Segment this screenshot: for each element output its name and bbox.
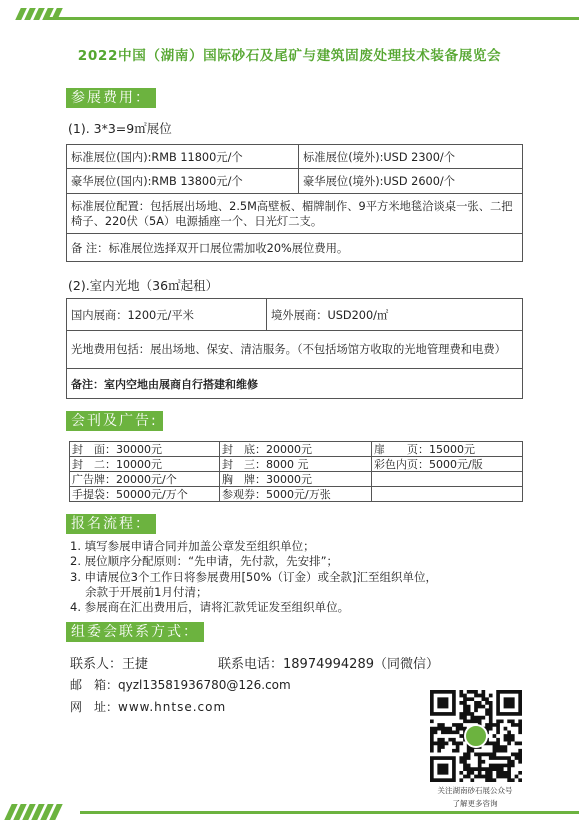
ad-cell: 扉 页：15000元: [372, 442, 523, 457]
ads-heading: 会刊及广告:: [66, 411, 163, 431]
contact-person: 联系人：王捷: [70, 657, 149, 672]
std-domestic: 标准展位(国内):RMB 11800元/个: [67, 145, 299, 169]
table-row: [70, 457, 523, 472]
std-note: 备 注：标准展位选择双开口展位需加收20%展位费用。: [67, 234, 523, 262]
indoor-includes: 光地费用包括：展出场地、保安、清洁服务。（不包括场馆方收取的光地管理费和电费）: [67, 331, 523, 369]
contact-phone: 联系电话：18974994289（同微信）: [218, 657, 439, 672]
ad-cell: [372, 487, 523, 502]
ad-cell: 封 底：20000元: [220, 442, 372, 457]
email-link[interactable]: qyzl13581936780@126.com: [118, 678, 291, 692]
top-stripe-decoration: [0, 0, 579, 28]
indoor-domestic: 国内展商：1200元/平米: [67, 299, 267, 331]
list-item: 余款于开展前1月付清；: [70, 584, 208, 599]
web-label: 网 址：: [70, 700, 119, 714]
table-row: [70, 472, 523, 487]
qr-caption-2: 了解更多咨询: [452, 799, 498, 808]
lux-domestic: 豪华展位(国内):RMB 13800元/个: [67, 169, 299, 194]
qr-caption-1: 关注湖南砂石展公众号: [437, 786, 513, 795]
ad-cell: 封 二：10000元: [70, 457, 220, 472]
process-steps: [70, 539, 437, 615]
email-label: 邮 箱：: [70, 678, 119, 692]
indoor-fee-table: [66, 298, 523, 399]
web-link[interactable]: www.hntse.com: [118, 700, 227, 714]
indoor-overseas: 境外展商：USD200/㎡: [267, 299, 523, 331]
section1-title: (1). 3*3=9㎡展位: [68, 121, 172, 136]
process-heading: 报名流程：: [66, 514, 156, 534]
ad-cell: 封 三：8000 元: [220, 457, 372, 472]
lux-overseas: 豪华展位(境外):USD 2600/个: [299, 169, 523, 194]
booth-fee-table: [66, 144, 523, 262]
indoor-note: 备注：室内空地由展商自行搭建和维修: [67, 369, 523, 399]
section2-title: (2).室内光地（36㎡起租）: [68, 278, 219, 293]
std-config: 标准展位配置：包括展出场地、2.5M高壁板、楣牌制作、9平方米地毯洽谈桌一张、二把椅子、220伏（5A）电源插座一个、日光灯二支。: [67, 194, 523, 234]
fees-heading: 参展费用：: [66, 88, 156, 108]
ads-table: [69, 441, 523, 502]
list-item: 1. 填写参展申请合同并加盖公章发至组织单位；: [70, 539, 315, 553]
ad-cell: 广告牌：20000元/个: [70, 472, 220, 487]
ad-cell: 手提袋：50000元/万个: [70, 487, 220, 502]
page-title: 2022中国（湖南）国际砂石及尾矿与建筑固废处理技术装备展览会: [77, 48, 502, 64]
list-item: 3. 申请展位3个工作日将参展费用[50%（订金）或全款]汇至组织单位，: [70, 569, 437, 584]
std-overseas: 标准展位(境外):USD 2300/个: [299, 145, 523, 169]
table-row: [70, 442, 523, 457]
table-row: [70, 487, 523, 502]
bottom-stripe-decoration: [0, 796, 579, 826]
ad-cell: 胸 牌：30000元: [220, 472, 372, 487]
ad-cell: 彩色内页：5000元/版: [372, 457, 523, 472]
list-item: 4. 参展商在汇出费用后，请将汇款凭证发至组织单位。: [70, 600, 350, 615]
ad-cell: 封 面：30000元: [70, 442, 220, 457]
ad-cell: 参观券：5000元/万张: [220, 487, 372, 502]
ad-cell: [372, 472, 523, 487]
qr-logo-icon: [464, 724, 488, 748]
contact-heading: 组委会联系方式：: [66, 622, 204, 642]
qr-code: [430, 690, 522, 782]
contact-email-row: [70, 676, 291, 693]
list-item: 2. 展位顺序分配原则：“先申请，先付款，先安排”；: [70, 554, 339, 569]
contact-web-row: [70, 698, 226, 715]
